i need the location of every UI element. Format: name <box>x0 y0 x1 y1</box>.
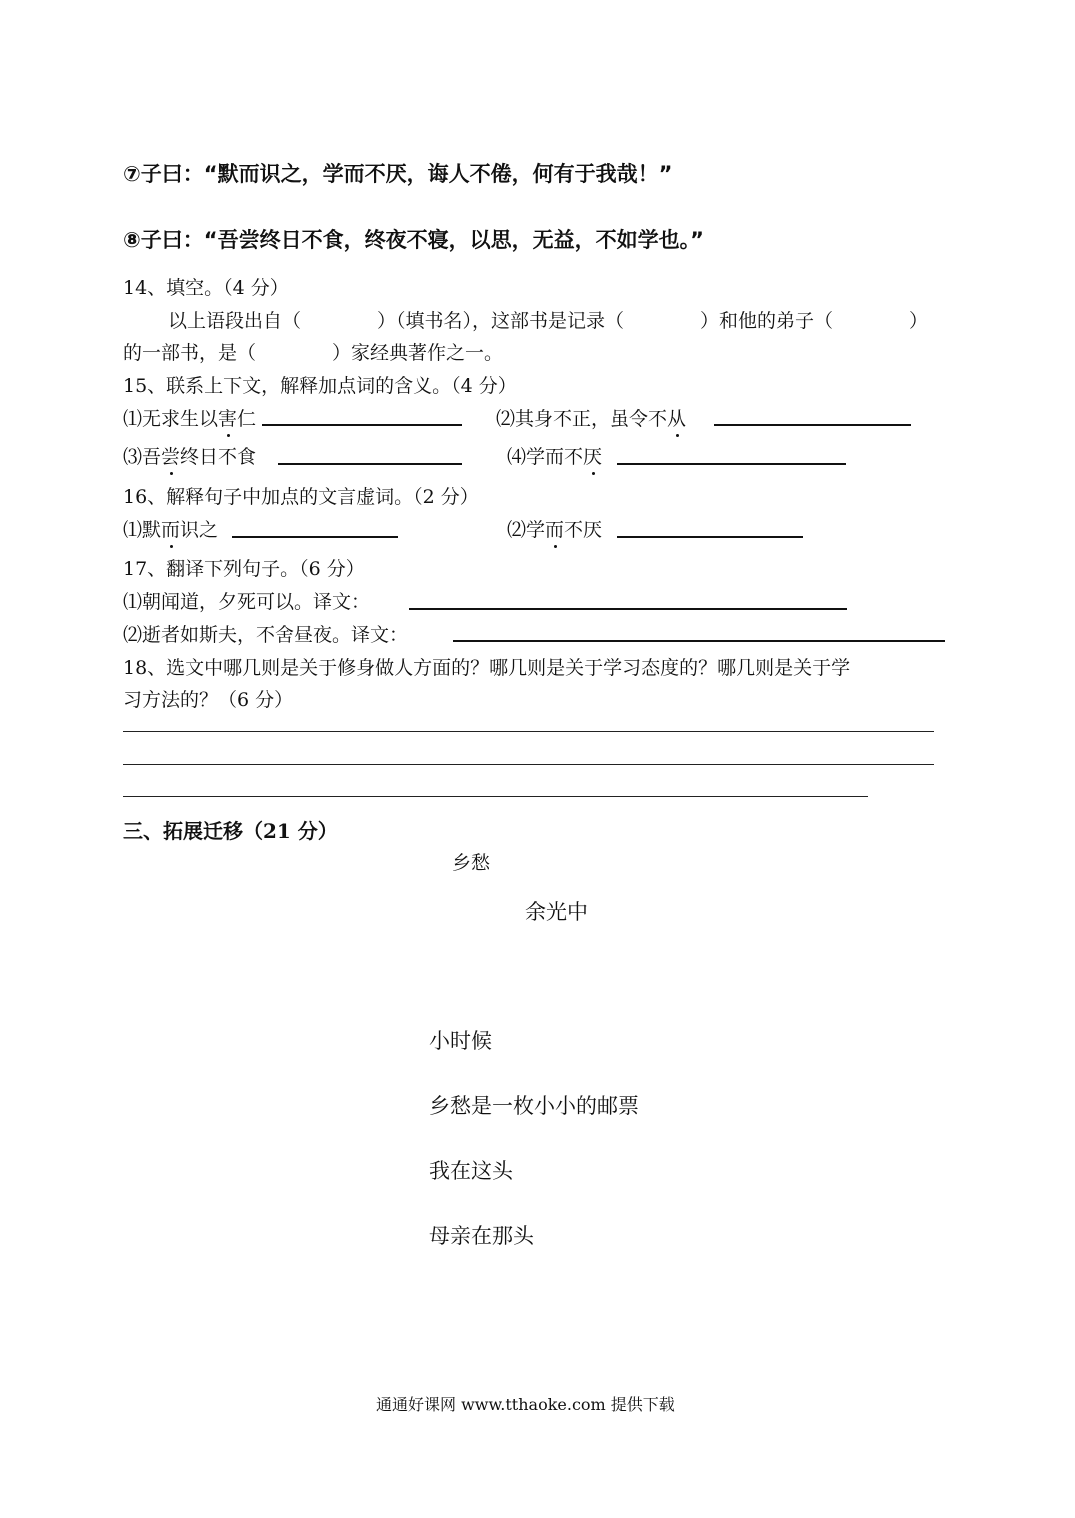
poem-line-3: 我在这头 <box>429 1159 513 1183</box>
q15-blank-1[interactable] <box>262 424 462 426</box>
q15-item-3 <box>123 442 256 469</box>
q15-item-2-pre: ⑵其身不正，虽令不 <box>496 408 668 430</box>
q17-item-1: ⑴朝闻道，夕死可以。译文： <box>123 591 371 613</box>
answer-line-2[interactable] <box>123 764 934 765</box>
q15-item-2 <box>496 404 686 431</box>
q16-item-1-pre: ⑴默 <box>123 519 162 541</box>
poem-author: 余光中 <box>525 900 588 924</box>
q16-item-2-pre: ⑵学 <box>507 519 546 541</box>
q17-blank-1[interactable] <box>409 608 847 610</box>
q15-blank-3[interactable] <box>278 463 462 465</box>
poem-line-2: 乡愁是一枚小小的邮票 <box>429 1094 639 1118</box>
q15-item-1-dotted: 害 <box>218 404 237 431</box>
q15-item-1 <box>123 404 256 431</box>
section-3-title: 三、拓展迁移（21 分） <box>123 819 338 843</box>
q16-blank-2[interactable] <box>617 536 803 538</box>
q15-blank-4[interactable] <box>617 463 846 465</box>
q15-item-4-pre: ⑷学而不 <box>507 446 584 468</box>
q14-line2: 的一部书，是（ ）家经典著作之一。 <box>123 342 504 364</box>
q16-item-1 <box>123 515 218 542</box>
q16-item-1-dotted: 而 <box>161 515 180 542</box>
q16-item-2 <box>507 515 602 542</box>
q15-item-4-dotted: 厌 <box>583 442 602 469</box>
q17-item-2: ⑵逝者如斯夫，不舍昼夜。译文： <box>123 624 409 646</box>
q15-item-2-dotted: 从 <box>667 404 686 431</box>
quote-7: ⑦子曰：“默而识之，学而不厌，诲人不倦，何有于我哉！” <box>123 162 673 186</box>
q14-title: 14、填空。（4 分） <box>123 277 289 299</box>
q15-item-1-post: 仁 <box>237 408 257 430</box>
q17-title: 17、翻译下列句子。（6 分） <box>123 558 365 580</box>
q16-item-1-post: 识之 <box>180 519 219 541</box>
poem-title: 乡愁 <box>452 852 491 874</box>
poem-line-4: 母亲在那头 <box>429 1224 534 1248</box>
answer-line-1[interactable] <box>123 731 934 732</box>
answer-line-3[interactable] <box>123 796 868 797</box>
q18-line2: 习方法的？（6 分） <box>123 689 294 711</box>
q15-item-1-pre: ⑴无求生以 <box>123 408 219 430</box>
q17-blank-2[interactable] <box>453 640 945 642</box>
poem-line-1: 小时候 <box>429 1029 492 1053</box>
q16-item-2-post: 不厌 <box>564 519 603 541</box>
quote-8: ⑧子曰：“吾尝终日不食，终夜不寝，以思，无益，不如学也。” <box>123 228 704 252</box>
q15-item-3-dotted: 尝 <box>161 442 180 469</box>
q18-line1: 18、选文中哪几则是关于修身做人方面的？哪几则是关于学习态度的？哪几则是关于学 <box>123 657 851 679</box>
q15-item-3-pre: ⑶吾 <box>123 446 162 468</box>
q15-title: 15、联系上下文，解释加点词的含义。（4 分） <box>123 375 517 397</box>
q15-item-4 <box>507 442 602 469</box>
q16-title: 16、解释句子中加点的文言虚词。（2 分） <box>123 486 479 508</box>
q15-item-3-post: 终日不食 <box>180 446 257 468</box>
q15-blank-2[interactable] <box>714 424 911 426</box>
q16-item-2-dotted: 而 <box>545 515 564 542</box>
page-footer: 通通好课网 www.tthaoke.com 提供下载 <box>376 1395 675 1414</box>
q14-line1: 以上语段出自（ ）（填书名），这部书是记录（ ）和他的弟子（ ） <box>168 310 929 332</box>
q16-blank-1[interactable] <box>232 536 398 538</box>
